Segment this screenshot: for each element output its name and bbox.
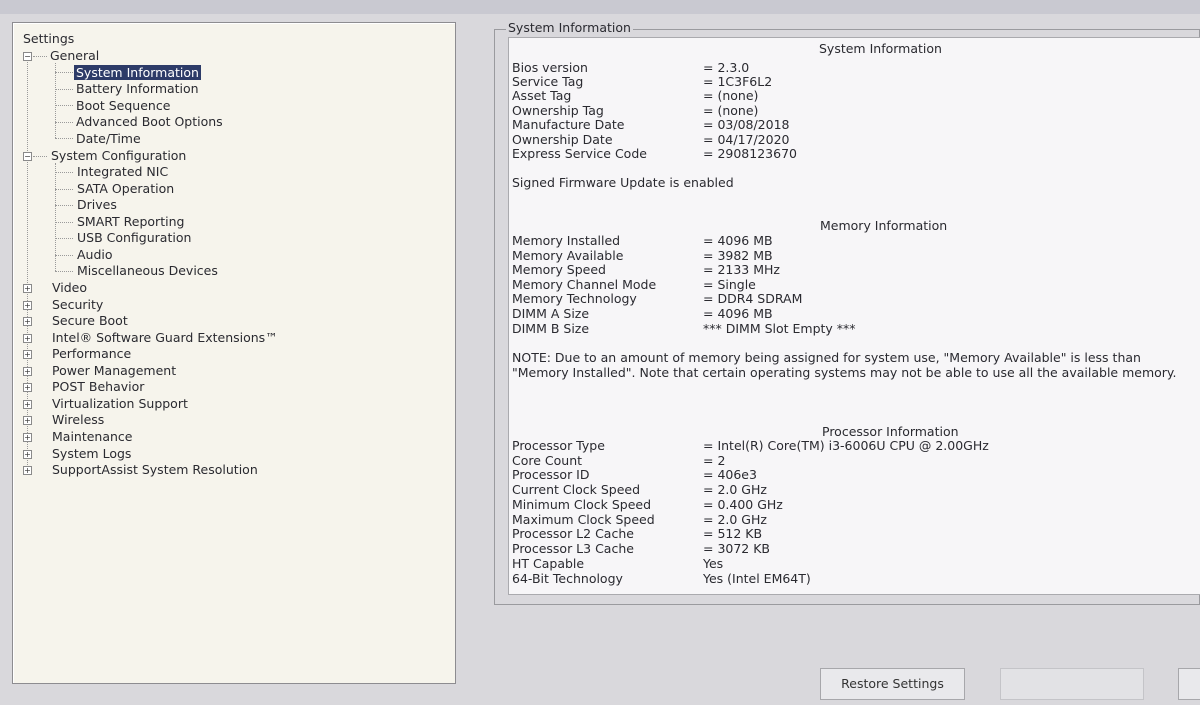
value-asset-tag: = (none) <box>703 88 759 103</box>
expand-icon[interactable]: + <box>24 367 31 376</box>
value-current-clock-speed: = 2.0 GHz <box>703 482 767 497</box>
tree-group-performance[interactable]: Performance <box>52 346 132 361</box>
expand-icon[interactable]: + <box>24 284 31 293</box>
expand-icon[interactable]: + <box>24 466 31 475</box>
value-processor-id: = 406e3 <box>703 467 757 482</box>
tree-item-smart-reporting[interactable]: SMART Reporting <box>77 214 185 229</box>
collapse-icon[interactable]: − <box>24 152 31 161</box>
expand-icon[interactable]: + <box>24 383 31 392</box>
tree-group-video[interactable]: Video <box>52 280 88 295</box>
label-ownership-tag: Ownership Tag <box>512 103 604 118</box>
value-memory-channel-mode: = Single <box>703 277 756 292</box>
frame-title: System Information <box>508 20 631 35</box>
tree-group-power-management[interactable]: Power Management <box>52 363 177 378</box>
restore-settings-button[interactable]: Restore Settings <box>820 668 965 700</box>
section-title-system: System Information <box>819 41 942 56</box>
value-memory-available: = 3982 MB <box>703 248 773 263</box>
label-memory-available: Memory Available <box>512 248 624 263</box>
tree-group-maintenance[interactable]: Maintenance <box>52 429 133 444</box>
expand-icon[interactable]: + <box>24 450 31 459</box>
value-l2-cache: = 512 KB <box>703 526 763 541</box>
expand-icon[interactable]: + <box>24 350 31 359</box>
value-64bit-technology: Yes (Intel EM64T) <box>703 571 811 586</box>
tree-item-drives[interactable]: Drives <box>77 197 117 212</box>
partial-button[interactable] <box>1178 668 1200 700</box>
tree-item-system-information[interactable]: System Information <box>76 65 199 80</box>
label-ht-capable: HT Capable <box>512 556 585 571</box>
value-processor-type: = Intel(R) Core(TM) i3-6006U CPU @ 2.00GHz <box>703 438 989 453</box>
label-asset-tag: Asset Tag <box>512 88 572 103</box>
tree-item-usb-configuration[interactable]: USB Configuration <box>77 230 192 245</box>
section-title-processor: Processor Information <box>822 424 959 439</box>
expand-icon[interactable]: + <box>24 400 31 409</box>
label-memory-technology: Memory Technology <box>512 291 637 306</box>
label-maximum-clock-speed: Maximum Clock Speed <box>512 512 655 527</box>
tree-group-supportassist[interactable]: SupportAssist System Resolution <box>52 462 258 477</box>
expand-icon[interactable]: + <box>24 301 31 310</box>
label-bios-version: Bios version <box>512 60 588 75</box>
tree-item-boot-sequence[interactable]: Boot Sequence <box>76 98 171 113</box>
value-dimm-b-size: *** DIMM Slot Empty *** <box>703 321 856 336</box>
label-l3-cache: Processor L3 Cache <box>512 541 634 556</box>
value-express-service-code: = 2908123670 <box>703 146 797 161</box>
label-core-count: Core Count <box>512 453 583 468</box>
expand-icon[interactable]: + <box>24 433 31 442</box>
tree-trunk <box>27 53 28 473</box>
tree-item-advanced-boot-options[interactable]: Advanced Boot Options <box>76 114 223 129</box>
label-dimm-b-size: DIMM B Size <box>512 321 590 336</box>
value-bios-version: = 2.3.0 <box>703 60 750 75</box>
tree-item-date-time[interactable]: Date/Time <box>76 131 141 146</box>
tree-group-post-behavior[interactable]: POST Behavior <box>52 379 145 394</box>
collapse-icon[interactable]: − <box>24 52 31 61</box>
tree-group-general[interactable]: General <box>50 48 100 63</box>
value-maximum-clock-speed: = 2.0 GHz <box>703 512 767 527</box>
label-memory-channel-mode: Memory Channel Mode <box>512 277 657 292</box>
label-memory-speed: Memory Speed <box>512 262 606 277</box>
tree-root-settings: Settings <box>23 31 75 46</box>
label-current-clock-speed: Current Clock Speed <box>512 482 641 497</box>
value-ownership-tag: = (none) <box>703 103 759 118</box>
label-ownership-date: Ownership Date <box>512 132 613 147</box>
tree-item-sata-operation[interactable]: SATA Operation <box>77 181 175 196</box>
label-manufacture-date: Manufacture Date <box>512 117 625 132</box>
tree-group-intel-sgx[interactable]: Intel® Software Guard Extensions™ <box>52 330 278 345</box>
value-memory-speed: = 2133 MHz <box>703 262 780 277</box>
value-service-tag: = 1C3F6L2 <box>703 74 773 89</box>
value-memory-installed: = 4096 MB <box>703 233 773 248</box>
value-manufacture-date: = 03/08/2018 <box>703 117 790 132</box>
value-minimum-clock-speed: = 0.400 GHz <box>703 497 783 512</box>
label-service-tag: Service Tag <box>512 74 584 89</box>
label-l2-cache: Processor L2 Cache <box>512 526 634 541</box>
tree-group-system-configuration[interactable]: System Configuration <box>51 148 187 163</box>
memory-note: NOTE: Due to an amount of memory being assigned for system use, "Memory Available" is less than "Memory Installed". Note that certain operating systems may not be able to use all the available memory. <box>512 350 1177 380</box>
label-64bit-technology: 64-Bit Technology <box>512 571 623 586</box>
label-processor-id: Processor ID <box>512 467 590 482</box>
expand-icon[interactable]: + <box>24 334 31 343</box>
label-express-service-code: Express Service Code <box>512 146 647 161</box>
expand-icon[interactable]: + <box>24 416 31 425</box>
tree-group-system-logs[interactable]: System Logs <box>52 446 132 461</box>
label-memory-installed: Memory Installed <box>512 233 621 248</box>
firmware-status: Signed Firmware Update is enabled <box>512 175 734 190</box>
section-title-memory: Memory Information <box>820 218 948 233</box>
label-processor-type: Processor Type <box>512 438 605 453</box>
tree-item-miscellaneous-devices[interactable]: Miscellaneous Devices <box>77 263 218 278</box>
tree-item-integrated-nic[interactable]: Integrated NIC <box>77 164 169 179</box>
value-dimm-a-size: = 4096 MB <box>703 306 773 321</box>
value-ht-capable: Yes <box>703 556 724 571</box>
value-l3-cache: = 3072 KB <box>703 541 771 556</box>
value-ownership-date: = 04/17/2020 <box>703 132 790 147</box>
value-memory-technology: = DDR4 SDRAM <box>703 291 803 306</box>
tree-group-virtualization-support[interactable]: Virtualization Support <box>52 396 188 411</box>
label-minimum-clock-speed: Minimum Clock Speed <box>512 497 652 512</box>
tree-group-wireless[interactable]: Wireless <box>52 412 105 427</box>
label-dimm-a-size: DIMM A Size <box>512 306 590 321</box>
expand-icon[interactable]: + <box>24 317 31 326</box>
tree-group-secure-boot[interactable]: Secure Boot <box>52 313 128 328</box>
disabled-button <box>1000 668 1144 700</box>
tree-group-security[interactable]: Security <box>52 297 104 312</box>
value-core-count: = 2 <box>703 453 726 468</box>
tree-item-battery-information[interactable]: Battery Information <box>76 81 199 96</box>
settings-tree[interactable] <box>12 22 456 684</box>
tree-item-audio[interactable]: Audio <box>77 247 113 262</box>
top-strip <box>0 0 1200 14</box>
info-panel[interactable] <box>508 37 1200 595</box>
